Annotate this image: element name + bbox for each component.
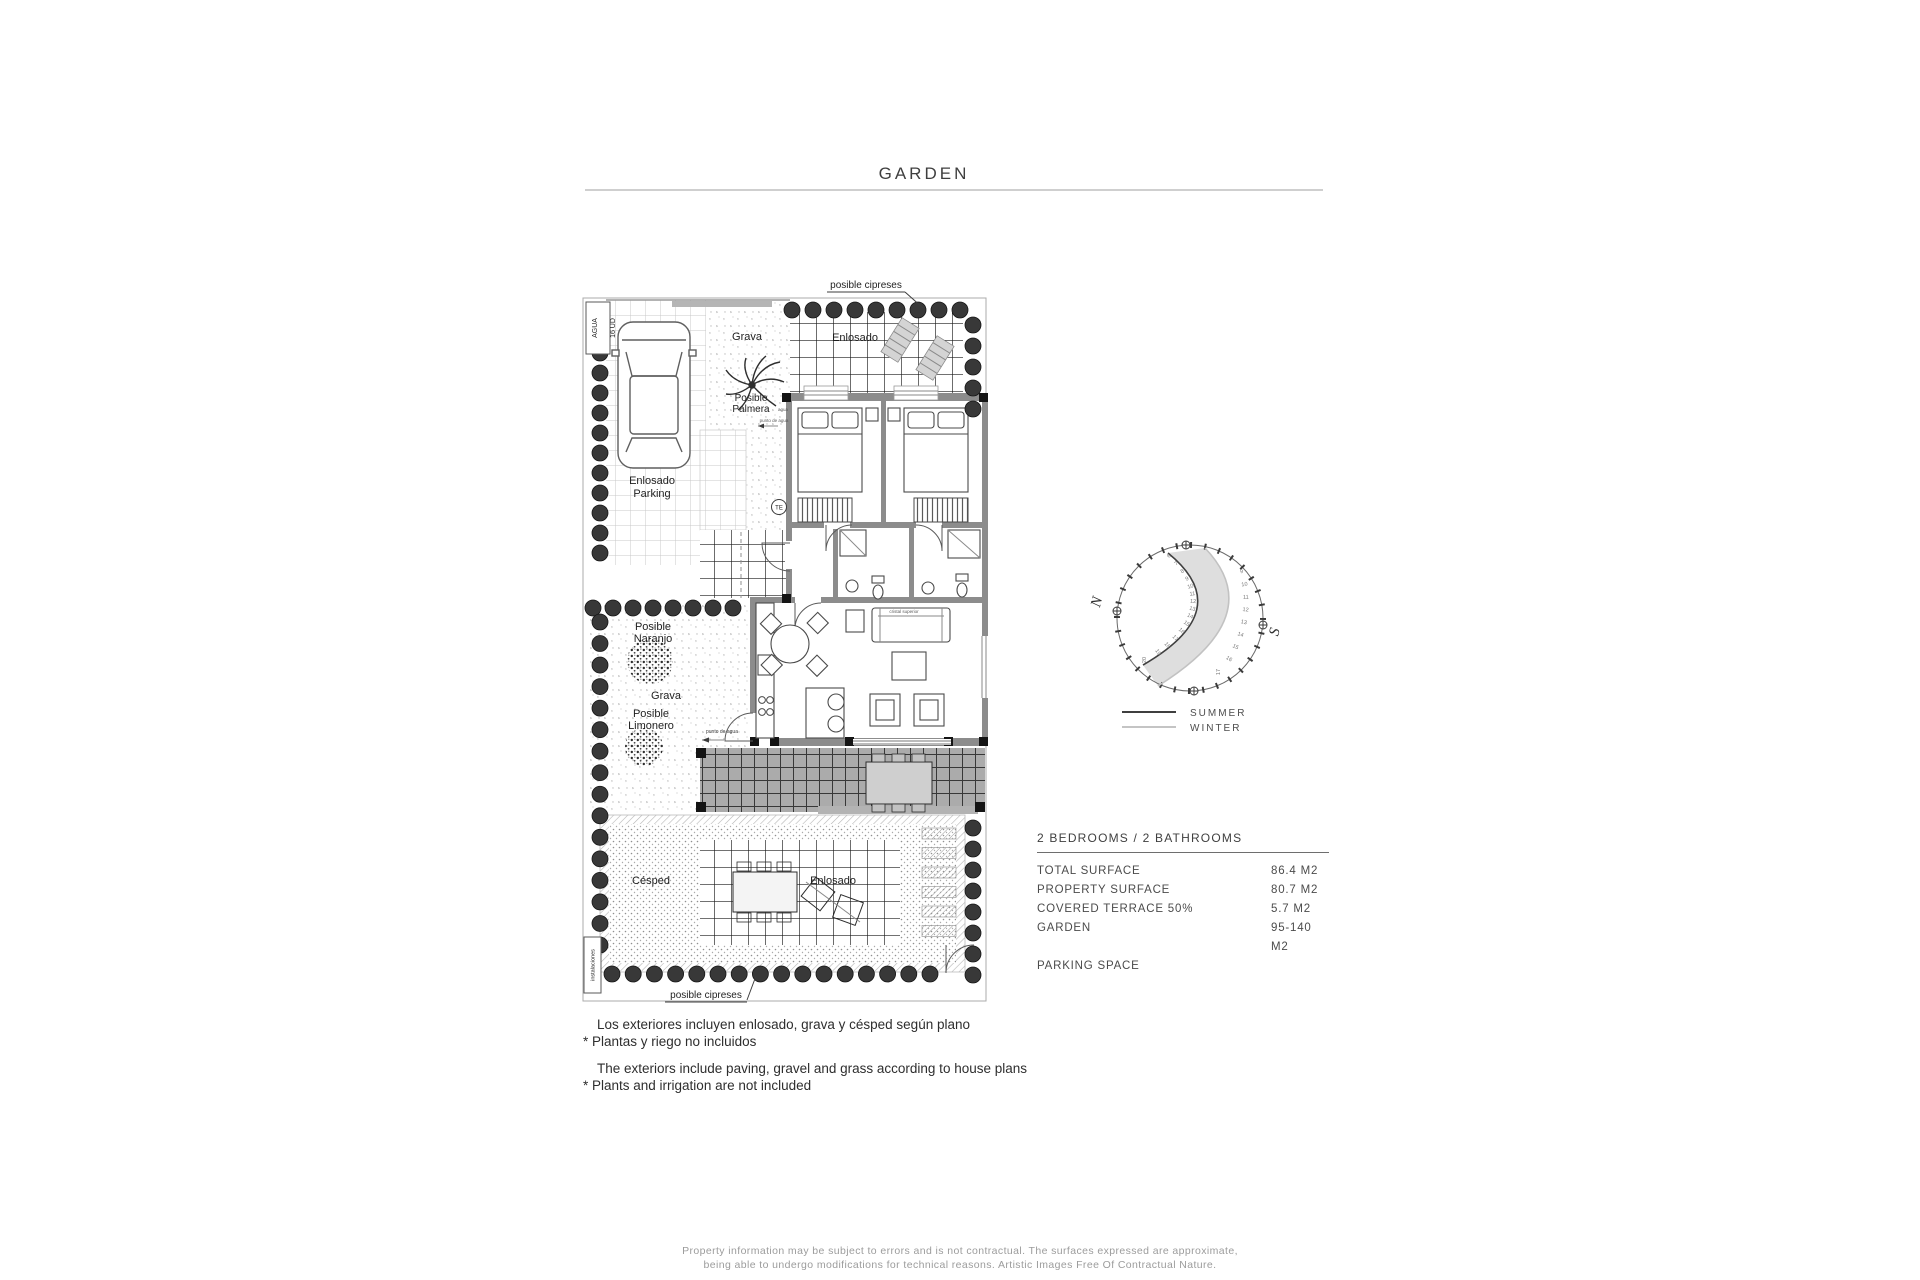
disclaimer-line-2: being able to undergo modifications for technical reasons. Artistic Images Free Of Contractual Nature.	[703, 1259, 1217, 1271]
svg-text:9: 9	[1239, 568, 1244, 576]
exterior-notes	[583, 1016, 1063, 1094]
bathroom-1	[840, 530, 884, 599]
svg-text:15: 15	[1231, 643, 1240, 652]
svg-text:6: 6	[1166, 553, 1173, 560]
svg-text:8: 8	[1179, 568, 1186, 576]
spec-row-covered-terrace	[1037, 900, 1329, 919]
svg-text:16 UD: 16 UD	[610, 318, 617, 338]
covered-terrace	[700, 748, 985, 812]
svg-text:11: 11	[1242, 594, 1249, 601]
armchair-1	[870, 694, 900, 726]
svg-text:posible cipreses: posible cipreses	[670, 990, 742, 1001]
lemon-tree	[625, 728, 663, 766]
label-naranjo-1: Posible	[634, 621, 672, 633]
svg-text:18: 18	[1162, 641, 1172, 650]
coffee-table	[892, 652, 926, 680]
wardrobe-2	[914, 498, 968, 522]
terrace-dining-set	[866, 754, 932, 812]
spec-label: PARKING SPACE	[1037, 960, 1140, 972]
svg-text:19: 19	[1153, 648, 1162, 657]
spec-value: 80.7 M2	[1271, 884, 1319, 896]
spec-value: 86.4 M2	[1271, 865, 1319, 877]
svg-text:10: 10	[1241, 581, 1249, 589]
label-enlosado-top: Enlosado	[832, 332, 878, 344]
label-cristal-superior: cristal superior	[889, 609, 919, 614]
label-punto-agua-palm: punto de agua	[759, 418, 789, 423]
label-grava-top: Grava	[732, 331, 762, 343]
cypress-row-top	[784, 302, 968, 318]
specs-header: 2 BEDROOMS / 2 BATHROOMS	[1037, 831, 1329, 853]
svg-text:7: 7	[1173, 560, 1180, 568]
wardrobe-1	[798, 498, 852, 522]
nightstand-2	[888, 408, 900, 421]
side-table	[846, 610, 864, 632]
bathroom-2	[922, 530, 980, 597]
dining-table-round	[760, 612, 828, 676]
south-label: S	[1266, 626, 1284, 638]
page-title: GARDEN	[878, 164, 970, 183]
svg-text:11: 11	[1189, 591, 1196, 598]
disclaimer-line-1: Property information may be subject to errors and is not contractual. The surfaces expressed are approximate,	[682, 1245, 1238, 1257]
svg-text:14: 14	[1236, 631, 1245, 639]
svg-text:12: 12	[1189, 598, 1197, 606]
spec-value: 95-140 M2	[1271, 922, 1312, 953]
spec-row-total-surface	[1037, 862, 1329, 881]
svg-text:WINTER: WINTER	[1190, 723, 1242, 734]
bedroom-window-2	[894, 386, 938, 400]
label-palmera-2: Palmera	[732, 404, 770, 415]
spec-row-parking-space	[1037, 957, 1329, 976]
cypress-col-right-upper	[965, 317, 981, 417]
note-en-2: * Plants and irrigation are not included	[583, 1078, 812, 1093]
spec-label: COVERED TERRACE 50%	[1037, 903, 1194, 915]
cypress-col-right-lower	[965, 820, 981, 983]
svg-text:17: 17	[1216, 668, 1222, 676]
sun-path-diagram	[1075, 525, 1325, 750]
spec-label: GARDEN	[1037, 922, 1092, 934]
svg-text:9: 9	[1184, 575, 1190, 583]
svg-text:TE: TE	[775, 505, 783, 512]
label-enlosado-bottom: Enlosado	[810, 875, 856, 887]
svg-text:15: 15	[1182, 619, 1191, 629]
spec-label: TOTAL SURFACE	[1037, 865, 1141, 877]
svg-text:12: 12	[1242, 606, 1249, 614]
note-es-2: * Plantas y riego no incluidos	[583, 1034, 757, 1049]
roof-edge	[672, 301, 772, 307]
label-grava-mid: Grava	[651, 690, 681, 702]
spec-row-property-surface	[1037, 881, 1329, 900]
svg-text:posible cipreses: posible cipreses	[830, 280, 902, 291]
specs-table	[1037, 831, 1329, 976]
label-limonero-1: Posible	[632, 708, 670, 720]
label-agua-small: agua	[777, 407, 789, 412]
bed-2	[904, 408, 968, 492]
sliding-door	[853, 739, 951, 745]
car	[612, 322, 696, 468]
label-naranjo-2: Naranjo	[633, 633, 673, 645]
spec-value	[1271, 957, 1329, 976]
title-rule	[585, 189, 1323, 191]
spec-label: PROPERTY SURFACE	[1037, 884, 1171, 896]
svg-text:AGUA: AGUA	[592, 318, 599, 338]
svg-text:20: 20	[1142, 656, 1148, 664]
bedroom-window-1	[804, 386, 848, 400]
svg-text:16: 16	[1176, 626, 1186, 636]
svg-text:instalaciones: instalaciones	[590, 949, 597, 981]
svg-text:10: 10	[1186, 583, 1195, 591]
label-limonero-2: Limonero	[628, 720, 674, 732]
svg-text:17: 17	[1170, 634, 1180, 643]
bed-1	[798, 408, 862, 492]
disclaimer	[0, 1244, 1920, 1272]
note-es-1: Los exteriores incluyen enlosado, grava y césped según plano	[597, 1017, 970, 1032]
north-label: N	[1088, 595, 1107, 609]
label-enlosado-parking-2: Parking	[633, 488, 671, 500]
label-palmera-1: Posible	[734, 393, 768, 404]
label-punto-agua-mid: punto de agua	[706, 729, 738, 735]
cypress-col-left-parking	[592, 345, 608, 561]
label-cesped: Césped	[632, 875, 670, 887]
svg-text:13: 13	[1188, 605, 1196, 613]
spec-value: 5.7 M2	[1271, 903, 1311, 915]
garden-floor-plan	[575, 278, 995, 1008]
nightstand-1	[866, 408, 878, 421]
svg-text:14: 14	[1185, 612, 1195, 621]
sun-legend	[1122, 708, 1246, 734]
label-enlosado-parking-1: Enlosado	[629, 475, 675, 487]
svg-text:16: 16	[1224, 655, 1233, 664]
svg-text:13: 13	[1240, 619, 1248, 627]
spec-row-garden	[1037, 919, 1329, 957]
note-en-1: The exteriors include paving, gravel and grass according to house plans	[597, 1061, 1028, 1076]
svg-text:SUMMER: SUMMER	[1190, 708, 1247, 719]
te-marker	[772, 500, 787, 515]
living-window-east	[979, 636, 991, 698]
instalaciones-box	[584, 937, 601, 993]
armchair-2	[914, 694, 944, 726]
